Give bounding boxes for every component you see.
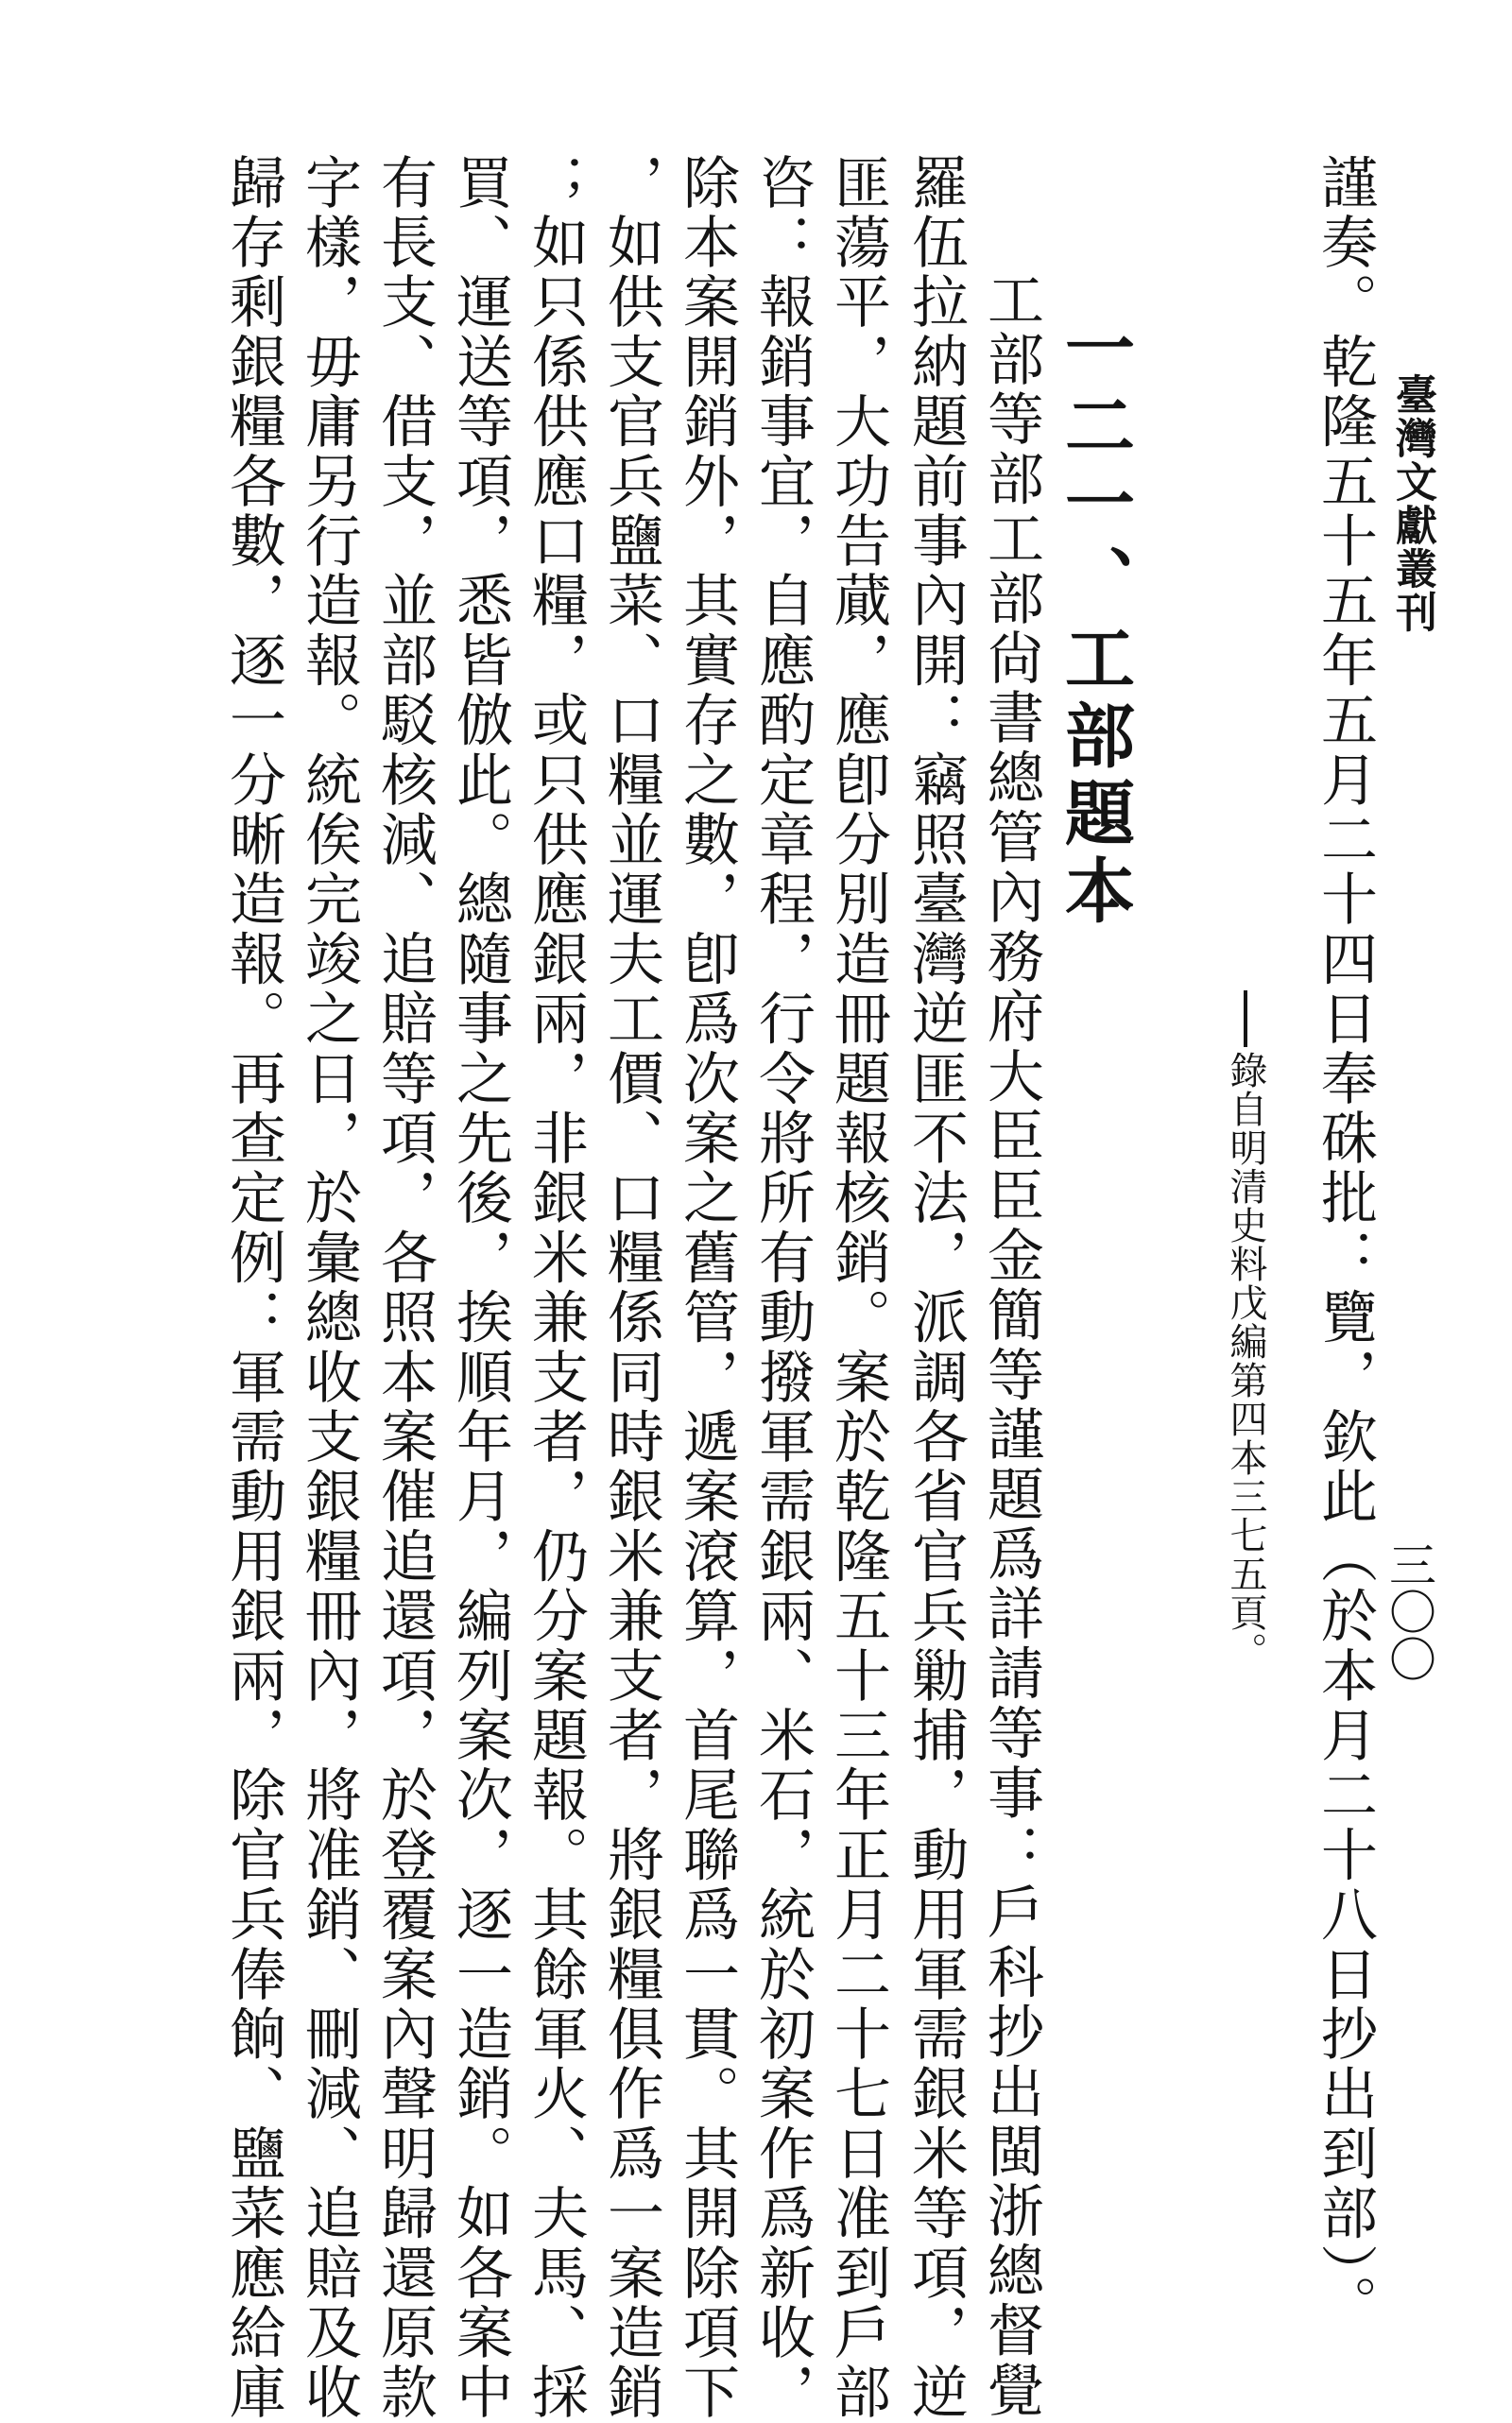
text-column-lead: 謹奏。乾隆五十五年五月二十四日奉硃批：覽，欽此（於本月二十八日抄出到部）。	[1312, 153, 1378, 2335]
text-column: 咨：報銷事宜，自應酌定章程，行令將所有動撥軍需銀兩、米石，統於初案作爲新收，	[749, 153, 816, 2423]
text-column: ，如供支官兵鹽菜、口糧並運夫工價、口糧係同時銀米兼支者，將銀糧俱作爲一案造銷	[598, 153, 664, 2423]
text-column: 字樣，毋庸另行造報。統俟完竣之日，於彙總收支銀糧冊內，將准銷、刪減、追賠及收	[296, 153, 362, 2423]
section-heading: 一二一、工部題本	[1054, 312, 1135, 932]
text-column: 有長支、借支，並部駁核減、追賠等項，各照本案催追還項，於登覆案內聲明歸還原款	[371, 153, 438, 2423]
text-column: 羅伍拉納題前事內開：竊照臺灣逆匪不法，派調各省官兵勦捕，動用軍需銀米等項，逆	[902, 153, 969, 2423]
text-column: 歸存剩銀糧各數，逐一分晰造報。再查定例：軍需動用銀兩，除官兵俸餉、鹽菜應給庫	[220, 153, 286, 2423]
page-number: 三〇〇	[1382, 1540, 1436, 1682]
text-column: ；如只係供應口糧，或只供應銀兩，非銀米兼支者，仍分案題報。其餘軍火、夫馬、採	[523, 153, 589, 2423]
source-dash	[1244, 990, 1247, 1047]
text-column: 除本案開銷外，其實存之數，卽爲次案之舊管，遞案滾算，首尾聯爲一貫。其開除項下	[674, 153, 740, 2423]
text-column: 匪蕩平，大功告蕆，應卽分別造冊題報核銷。案於乾隆五十三年正月二十七日准到戶部	[825, 153, 891, 2423]
series-title: 臺灣文獻叢刊	[1388, 373, 1436, 634]
source-note: 錄自明清史料戊編第四本三七五頁。	[1224, 1051, 1267, 1671]
text-column: 買、運送等項，悉皆倣此。總隨事之先後，挨順年月，編列案次，逐一造銷。如各案中	[447, 153, 513, 2423]
text-column: 工部等部工部尙書總管內務府大臣臣金簡等謹題爲詳請等事：戶科抄出閩浙總督覺	[978, 270, 1044, 2421]
